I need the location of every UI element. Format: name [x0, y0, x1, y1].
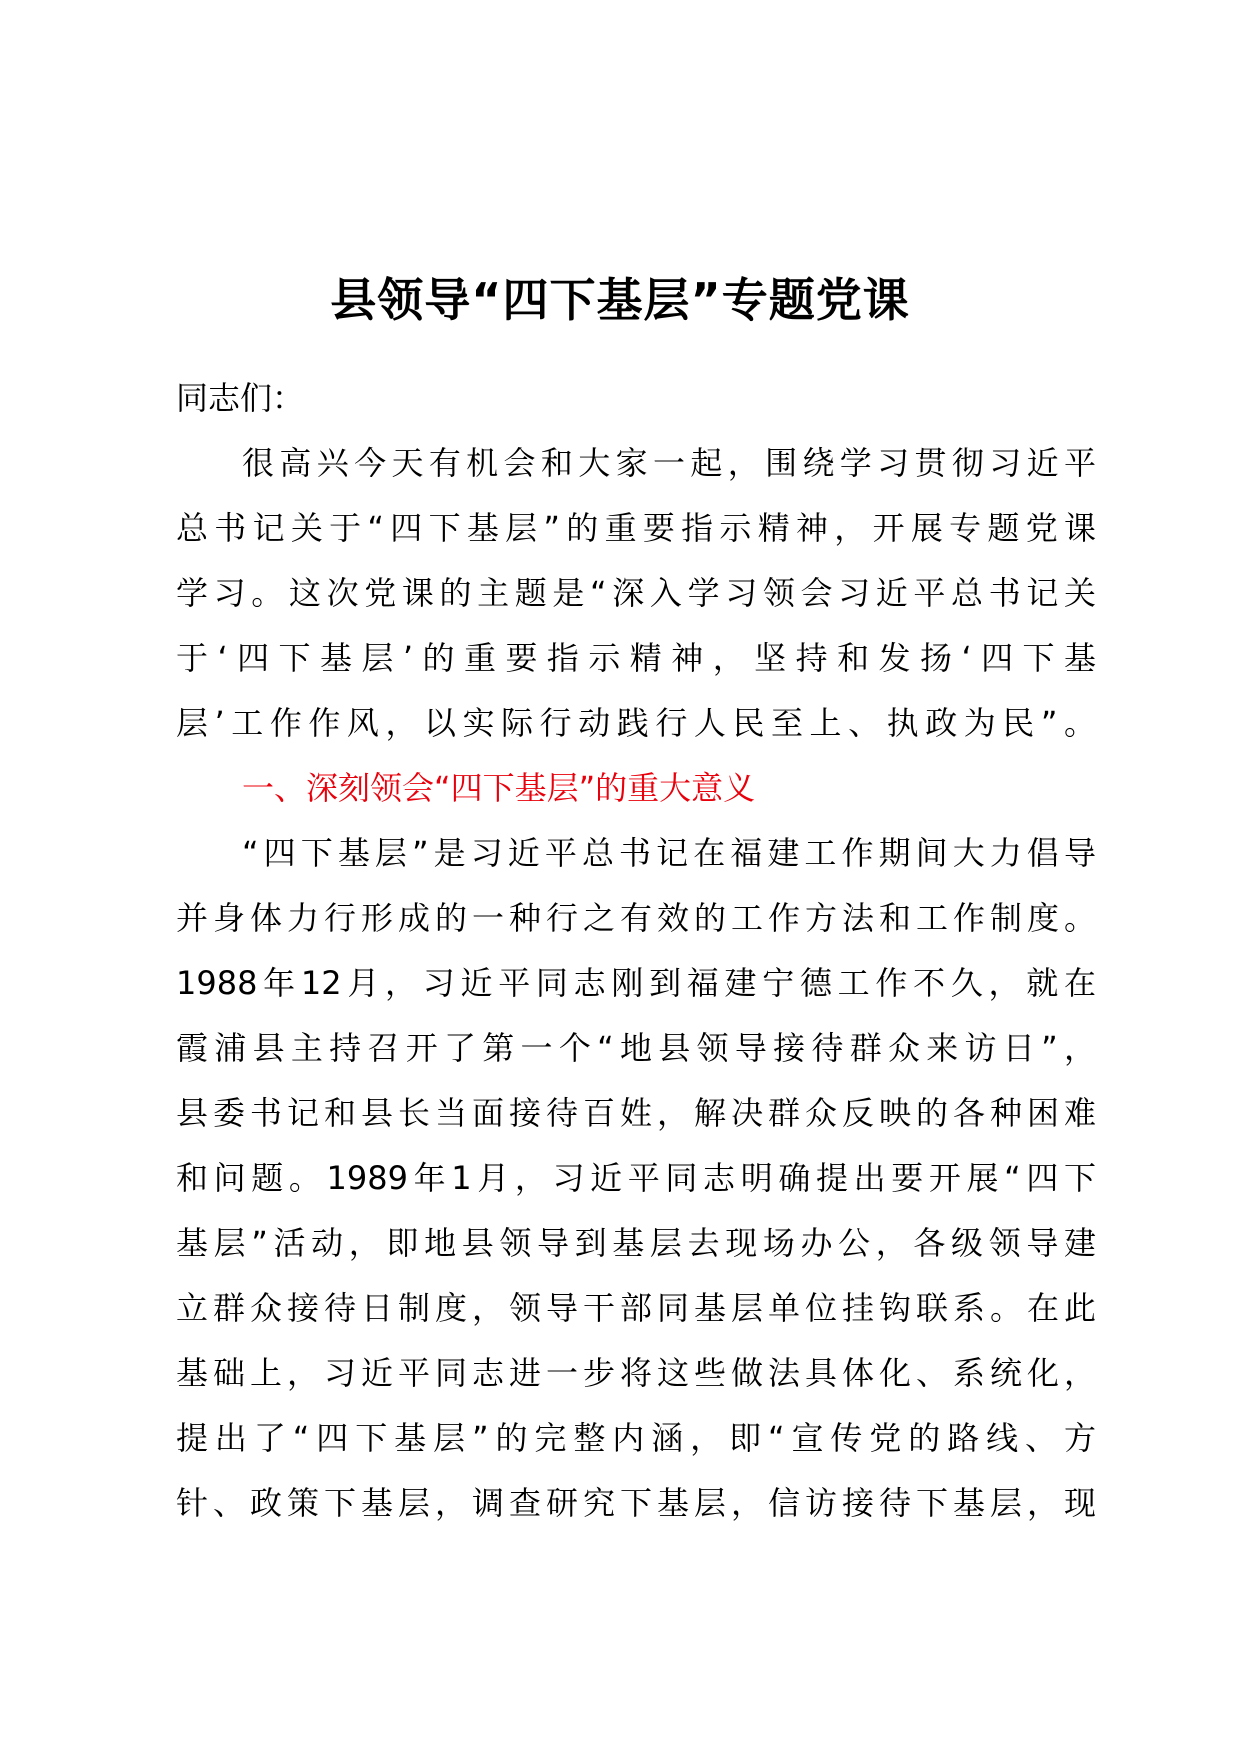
paragraph-line: 立群众接待日制度，领导干部同基层单位挂钩联系。在此 — [176, 1289, 1096, 1327]
document-title: 县领导“四下基层”专题党课 — [330, 273, 910, 327]
paragraph-line: 霞浦县主持召开了第一个“地县领导接待群众来访日”， — [176, 1029, 1096, 1067]
paragraph-line: 总书记关于“四下基层”的重要指示精神，开展专题党课 — [176, 509, 1096, 547]
paragraph-line: 学习。这次党课的主题是“深入学习领会习近平总书记关 — [176, 574, 1096, 612]
salutation: 同志们： — [176, 379, 305, 417]
paragraph-line: 并身体力行形成的一种行之有效的工作方法和工作制度。 — [176, 899, 1096, 937]
paragraph-line: 很高兴今天有机会和大家一起，围绕学习贯彻习近平 — [242, 444, 1096, 482]
document-body — [176, 366, 1096, 1536]
section-heading: 一、深刻领会“四下基层”的重大意义 — [242, 769, 756, 807]
paragraph-line: 1988年12月，习近平同志刚到福建宁德工作不久，就在 — [176, 964, 1096, 1002]
paragraph-line: 于‘四下基层’的重要指示精神，坚持和发扬‘四下基 — [176, 639, 1096, 677]
paragraph-line: 基础上，习近平同志进一步将这些做法具体化、系统化， — [176, 1354, 1096, 1392]
paragraph-line: 针、政策下基层，调查研究下基层，信访接待下基层，现 — [176, 1484, 1096, 1522]
paragraph-line: 县委书记和县长当面接待百姓，解决群众反映的各种困难 — [176, 1094, 1096, 1132]
paragraph-line: 和问题。1989年1月，习近平同志明确提出要开展“四下 — [176, 1159, 1096, 1197]
paragraph-line: “四下基层”是习近平总书记在福建工作期间大力倡导 — [242, 834, 1096, 872]
paragraph-line: 基层”活动，即地县领导到基层去现场办公，各级领导建 — [176, 1224, 1096, 1262]
paragraph-line: 提出了“四下基层”的完整内涵，即“宣传党的路线、方 — [176, 1419, 1096, 1457]
paragraph-line: 层’工作作风，以实际行动践行人民至上、执政为民”。 — [176, 704, 1096, 742]
